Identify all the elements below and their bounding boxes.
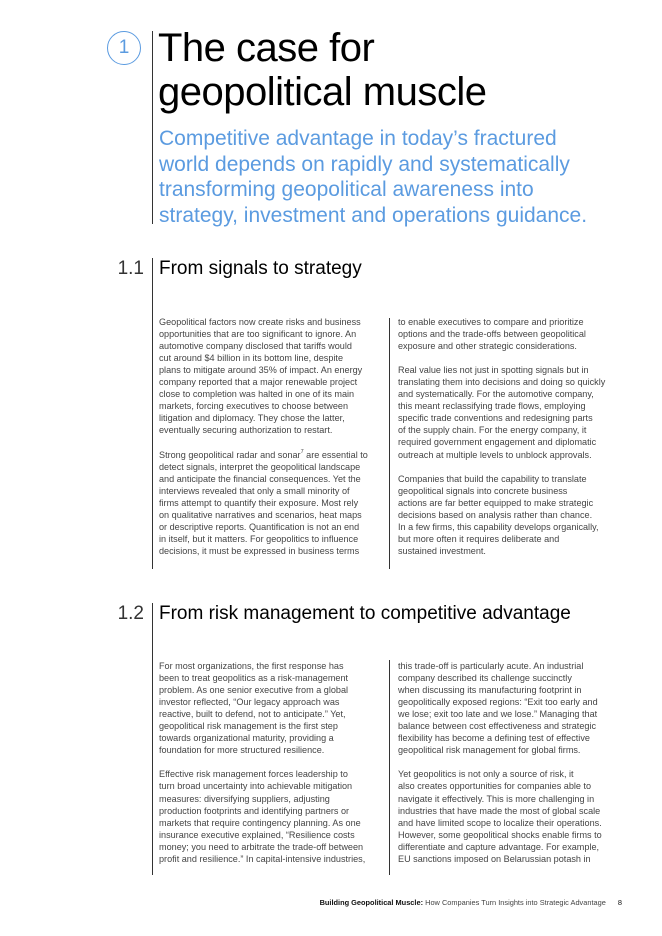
body-text-line: turn broad uncertainty into achievable mitigation — [159, 781, 353, 792]
body-text-line: Real value lies not just in spotting signals but in — [398, 365, 589, 376]
body-text-line: industries that have made the most of global scale — [398, 805, 601, 816]
body-text-line: Yet geopolitics is not only a source of risk, it — [398, 769, 574, 780]
chapter-title-line: The case for — [158, 26, 375, 70]
section2-column-left — [159, 660, 384, 865]
body-text-line: in itself, but it matters. For geopolitics to influence — [159, 533, 359, 544]
body-text-line: also creates opportunities for companies able to — [398, 781, 592, 792]
body-text-line: insurance executive explained, “Resilience costs — [159, 829, 355, 840]
body-text-line: For most organizations, the first response has — [159, 661, 344, 671]
body-text-line: towards organizational maturity, providing a — [159, 733, 334, 744]
body-text-line: litigation and diplomacy. They chose the latter, — [159, 413, 345, 424]
section-number: 1.1 — [117, 258, 144, 279]
footer-report-title: Building Geopolitical Muscle: — [319, 898, 424, 907]
chapter-subtitle — [159, 126, 629, 228]
body-text-line: Strong geopolitical radar and sonar$^7$ are essential to — [159, 448, 368, 460]
chapter-subtitle-line: Competitive advantage in today’s fractured — [159, 127, 557, 150]
footnote-marker[interactable]: 7 — [300, 448, 304, 455]
body-text-line: investor reflected, “Our legacy approach was — [159, 697, 340, 708]
body-text-line: been to treat geopolitics as a risk-management — [159, 673, 349, 684]
page-footer — [200, 898, 622, 907]
body-text-line: However, some geopolitical shocks enable firms to — [398, 829, 602, 840]
paragraph-gap — [159, 756, 384, 768]
section-number: 1.2 — [117, 603, 144, 624]
body-text-line: problem. As one senior executive from a global — [159, 685, 349, 696]
body-text-line: decisions, it must be expressed in business terms — [159, 545, 360, 556]
body-text-line: measures: diversifying suppliers, adjusting — [159, 793, 330, 804]
body-text-line: interviews revealed that only a small minority of — [159, 485, 350, 496]
body-text-line: profit and resilience.” In capital-intensive industries, — [159, 853, 366, 864]
body-text-line: markets that require contingency planning. As one — [159, 817, 361, 828]
paragraph-gap — [398, 756, 623, 768]
body-text-line: required government engagement and diplomatic — [398, 437, 597, 448]
column-divider-line — [389, 318, 390, 569]
body-text-line: to enable executives to compare and prioritize — [398, 317, 584, 327]
body-text-line: and anticipate the financial consequences. Yet the — [159, 473, 361, 484]
chapter-divider-line — [152, 31, 153, 224]
body-text-line: when discussing its manufacturing footprint in — [398, 685, 582, 696]
body-text-line: foundation for more structured resilience. — [159, 745, 325, 756]
body-text-line: opportunities that are too significant to ignore. An — [159, 329, 357, 340]
body-text-line: we lose; exit too late and we lose.” Managing that — [398, 709, 598, 720]
body-text-line: Effective risk management forces leadership to — [159, 769, 348, 780]
section1-column-right — [398, 316, 623, 557]
body-text-line: actions are far better equipped to make strategic — [398, 497, 594, 508]
body-text-line: production footprints and identifying partners or — [159, 805, 350, 816]
body-text-line: this meant reclassifying trade flows, employing — [398, 401, 586, 412]
body-text-line: company described its challenge succinctly — [398, 673, 572, 684]
body-text-line: automotive company disclosed that tariffs would — [159, 341, 352, 352]
body-text-line: this trade-off is particularly acute. An industrial — [398, 661, 584, 671]
paragraph-gap — [398, 461, 623, 473]
body-text-line: differentiate and capture advantage. For example, — [398, 841, 600, 852]
footer-report-subtitle: How Companies Turn Insights into Strategic Advantage — [423, 898, 606, 907]
body-text-line: company reported that a major renewable project — [159, 377, 358, 388]
body-text-line: plans to mitigate around 35% of impact. An energy — [159, 365, 363, 376]
body-text-line: balance between cost effectiveness and strategic — [398, 721, 596, 732]
body-text-fragment: are essential to — [303, 449, 368, 460]
section2-column-right — [398, 660, 623, 865]
body-text-line: or descriptive reports. Quantification is not an end — [159, 521, 360, 532]
body-text-line: EU sanctions imposed on Belarussian potash in — [398, 853, 591, 864]
chapter-title — [158, 26, 628, 114]
body-text-line: geopolitical risk management is the first step — [159, 721, 338, 732]
body-text-line: outreach at multiple levels to unblock approvals. — [398, 449, 592, 460]
body-text-line: geopolitically exposed regions: “Exit too early and — [398, 697, 598, 708]
body-text-line: Companies that build the capability to translate — [398, 473, 587, 484]
body-text-line: cut around $4 billion in its bottom line, despite — [159, 353, 344, 364]
chapter-title-line: geopolitical muscle — [158, 70, 487, 114]
body-text-line: firms attempt to quantify their exposure. Most rely — [159, 497, 359, 508]
body-text-line: reactive, built to defend, not to anticipate.” Yet, — [159, 709, 346, 720]
chapter-subtitle-line: strategy, investment and operations guidance. — [159, 203, 588, 227]
chapter-number-badge: 1 — [107, 31, 141, 65]
body-text-line: geopolitical signals into concrete business — [398, 485, 568, 496]
body-text-line: Geopolitical factors now create risks and business — [159, 317, 361, 327]
body-text-line: exposure and other strategic considerations. — [398, 341, 577, 352]
body-text-line: but more often it requires deliberate and — [398, 533, 560, 544]
section-divider-line — [152, 603, 153, 875]
paragraph-gap — [398, 352, 623, 364]
section-heading: From risk management to competitive advantage — [159, 603, 571, 624]
section-divider-line — [152, 258, 153, 569]
body-text-line: and systematically. For the automotive company, — [398, 389, 594, 400]
paragraph-gap — [159, 436, 384, 448]
body-text-line: decisions based on analysis rather than chance. — [398, 509, 593, 520]
body-text-line: specific trade conventions and redesigning parts — [398, 413, 593, 424]
section-heading: From signals to strategy — [159, 258, 362, 279]
body-text-line: on qualitative narratives and scenarios, heat maps — [159, 509, 362, 520]
section1-column-left — [159, 316, 384, 557]
body-text-line: of the supply chain. For the energy company, it — [398, 425, 587, 436]
column-divider-line — [389, 660, 390, 875]
body-text-line: detect signals, interpret the geopolitical landscape — [159, 461, 361, 472]
body-text-line: navigate it effectively. This is more challenging in — [398, 793, 595, 804]
chapter-subtitle-line: transforming geopolitical awareness into — [159, 178, 534, 201]
page-number: 8 — [617, 898, 622, 907]
chapter-subtitle-line: world depends on rapidly and systematically — [159, 152, 570, 176]
body-text-line: and have limited scope to localize their operations. — [398, 817, 602, 828]
body-text-line: flexibility has become a defining test of effective — [398, 733, 590, 744]
body-text-line: close to completion was halted in one of its main — [159, 389, 355, 400]
body-text-line: geopolitical risk management for global firms. — [398, 745, 581, 756]
body-text-line: options and the trade-offs between geopolitical — [398, 329, 586, 340]
body-text-line: In a few firms, this capability develops organically, — [398, 521, 599, 532]
body-text-line: markets, forcing executives to choose between — [159, 401, 349, 412]
body-text-line: sustained investment. — [398, 545, 486, 556]
body-text-line: translating them into decisions and doing so quickly — [398, 377, 606, 388]
body-text-line: eventually securing authorization to restart. — [159, 425, 333, 436]
body-text-line: money; you need to arbitrate the trade-off between — [159, 841, 364, 852]
